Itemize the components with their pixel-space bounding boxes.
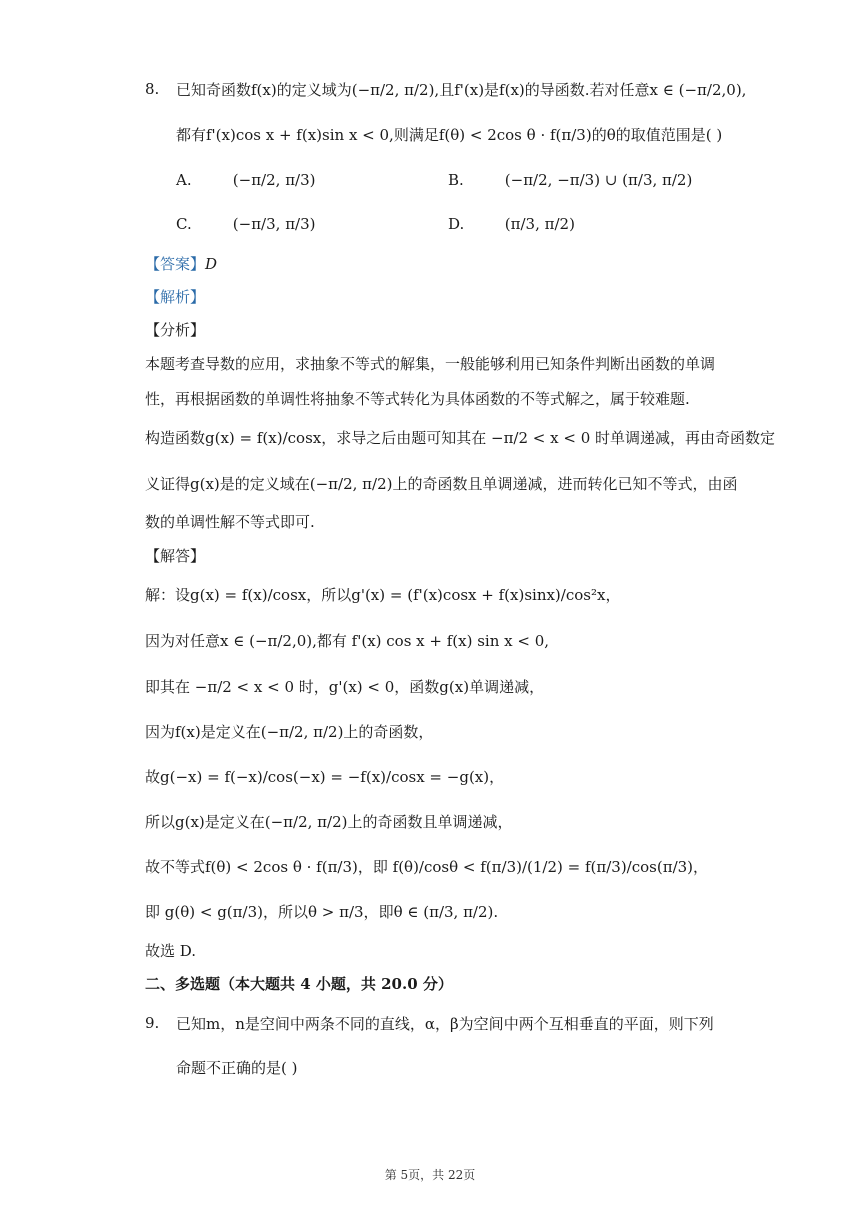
analysis-line-3: 构造函数g(x) = f(x)/cosx，求导之后由题可知其在 −π/2 < x < 0 时单调递减，再由奇函数定: [145, 429, 776, 447]
q8-option-a: [176, 170, 316, 190]
option-text: (π/3, π/2): [504, 215, 575, 233]
analysis-line-2: 性，再根据函数的单调性将抽象不等式转化为具体函数的不等式解之，属于较难题.: [145, 390, 690, 408]
option-label: C.: [176, 215, 192, 233]
solution-line-7: 故不等式f(θ) < 2cos θ · f(π/3)，即 f(θ)/cosθ < f(π/3)/(1/2) = f(π/3)/cos(π/3)，: [145, 858, 709, 876]
solution-line-4: 因为f(x)是定义在(−π/2, π/2)上的奇函数，: [145, 723, 434, 741]
option-text: (−π/2, π/3): [232, 171, 316, 189]
q8-option-c: [176, 214, 316, 234]
analysis-line-1: 本题考查导数的应用，求抽象不等式的解集，一般能够利用已知条件判断出函数的单调: [145, 355, 716, 373]
fenxi-tag: 【分析】: [145, 321, 206, 339]
q8-stem-line2: 都有f'(x)cos x + f(x)sin x < 0,则满足f(θ) < 2cos θ · f(π/3)的θ的取值范围是( ): [176, 126, 723, 144]
answer-line: [145, 254, 745, 274]
analysis-line-5: 数的单调性解不等式即可.: [145, 513, 315, 531]
solution-line-2: 因为对任意x ∈ (−π/2,0),都有 f'(x) cos x + f(x) sin x < 0,: [145, 632, 550, 650]
jiexi-tag: 【解析】: [145, 288, 206, 306]
solution-line-3: 即其在 −π/2 < x < 0 时，g'(x) < 0，函数g(x)单调递减，: [145, 678, 545, 696]
solution-line-6: 所以g(x)是定义在(−π/2, π/2)上的奇函数且单调递减，: [145, 813, 513, 831]
answer-value: D: [205, 255, 218, 273]
option-label: D.: [448, 215, 465, 233]
option-label: B.: [448, 171, 464, 189]
q8-option-b: [448, 170, 692, 190]
q9-number: 9.: [145, 1014, 160, 1032]
jieda-tag: 【解答】: [145, 547, 206, 565]
q8-option-d: [448, 214, 575, 234]
solution-line-5: 故g(−x) = f(−x)/cos(−x) = −f(x)/cosx = −g(x)，: [145, 768, 505, 786]
section-heading: 二、多选题（本大题共 4 小题，共 20.0 分）: [145, 975, 453, 993]
option-label: A.: [176, 171, 192, 189]
option-text: (−π/3, π/3): [232, 215, 316, 233]
analysis-line-4: 义证得g(x)是的定义域在(−π/2, π/2)上的奇函数且单调递减，进而转化已知不等式，由函: [145, 475, 738, 493]
solution-line-9: 故选 D.: [145, 942, 197, 960]
solution-line-1: 解：设g(x) = f(x)/cosx，所以g'(x) = (f'(x)cosx + f(x)sinx)/cos²x，: [145, 586, 621, 604]
q8-stem-line1: 已知奇函数f(x)的定义域为(−π/2, π/2),且f'(x)是f(x)的导函数.若对任意x ∈ (−π/2,0),: [176, 81, 747, 99]
answer-tag: 【答案】: [145, 255, 206, 273]
q9-stem-line2: 命题不正确的是( ): [176, 1059, 298, 1077]
q8-number: 8.: [145, 80, 160, 98]
solution-line-8: 即 g(θ) < g(π/3)，所以θ > π/3，即θ ∈ (π/3, π/2).: [145, 903, 499, 921]
q9-stem-line1: 已知m，n是空间中两条不同的直线，α，β为空间中两个互相垂直的平面，则下列: [176, 1015, 714, 1033]
option-text: (−π/2, −π/3) ∪ (π/3, π/2): [504, 171, 693, 189]
page-footer: 第 5页，共 22页: [384, 1168, 476, 1182]
